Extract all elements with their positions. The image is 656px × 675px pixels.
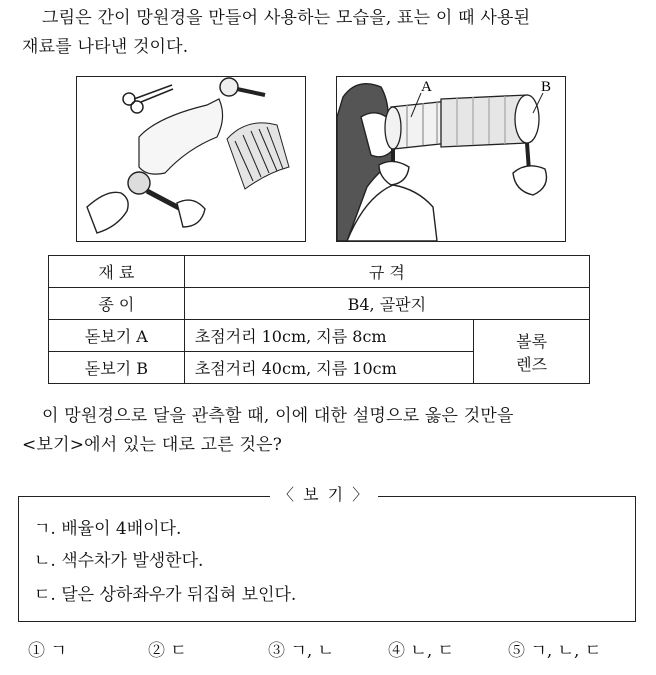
bogi-item: ㄴ. 색수차가 발생한다. <box>34 551 204 571</box>
lens-type-line-2: 렌즈 <box>516 354 548 374</box>
table-row <box>49 320 590 352</box>
table-header-row <box>49 256 590 288</box>
materials-drawing <box>77 77 305 241</box>
spec-cell: 초점거리 10cm, 지름 8cm <box>184 320 473 352</box>
material-cell: 돋보기 A <box>49 320 185 352</box>
lens-type-line-1: 볼록 <box>516 331 548 351</box>
paper-sheet-icon <box>139 99 223 174</box>
hand-with-magnifier-icon <box>87 172 205 233</box>
choice-1[interactable]: ① ㄱ <box>28 641 67 661</box>
lens-type-cell <box>474 320 590 384</box>
hand-holding-lens-icon <box>513 143 547 195</box>
label-b: B <box>541 79 552 95</box>
table-row <box>49 288 590 320</box>
question-line-1: 이 망원경으로 달을 관측할 때, 이에 대한 설명으로 옳은 것만을 <box>42 406 514 426</box>
materials-table <box>48 255 590 384</box>
scissors-icon <box>123 85 173 113</box>
telescope-tube-b-icon <box>441 95 539 147</box>
material-cell: 돋보기 B <box>49 352 185 384</box>
choice-2[interactable]: ② ㄷ <box>148 641 187 661</box>
telescope-tube-a-icon <box>385 101 449 149</box>
intro-line-2: 재료를 나타낸 것이다. <box>22 37 189 57</box>
question-line-2: <보기>에서 있는 대로 고른 것은? <box>22 435 283 455</box>
material-cell: 종 이 <box>49 288 185 320</box>
spec-cell: B4, 골판지 <box>184 288 589 320</box>
bogi-item: ㄱ. 배율이 4배이다. <box>34 519 182 539</box>
magnifier-icon <box>220 78 265 96</box>
bogi-title: 〈 보 기 〉 <box>270 482 378 505</box>
header-spec: 규 격 <box>184 256 589 288</box>
label-a: A <box>421 79 432 95</box>
telescope-use-illustration <box>336 76 566 242</box>
choice-4[interactable]: ④ ㄴ, ㄷ <box>388 641 455 661</box>
bogi-title-text: 보 기 <box>303 485 346 504</box>
intro-text <box>22 4 642 62</box>
choice-5[interactable]: ⑤ ㄱ, ㄴ, ㄷ <box>508 641 602 661</box>
spec-cell: 초점거리 40cm, 지름 10cm <box>184 352 473 384</box>
cardboard-icon <box>227 123 289 189</box>
bogi-item: ㄷ. 달은 상하좌우가 뒤집혀 보인다. <box>34 585 297 605</box>
choice-3[interactable]: ③ ㄱ, ㄴ <box>268 641 335 661</box>
header-material: 재 료 <box>49 256 185 288</box>
question-text <box>22 402 642 460</box>
intro-line-1: 그림은 간이 망원경을 만들어 사용하는 모습을, 표는 이 때 사용된 <box>42 8 531 28</box>
telescope-drawing <box>337 77 565 241</box>
materials-illustration <box>76 76 306 242</box>
